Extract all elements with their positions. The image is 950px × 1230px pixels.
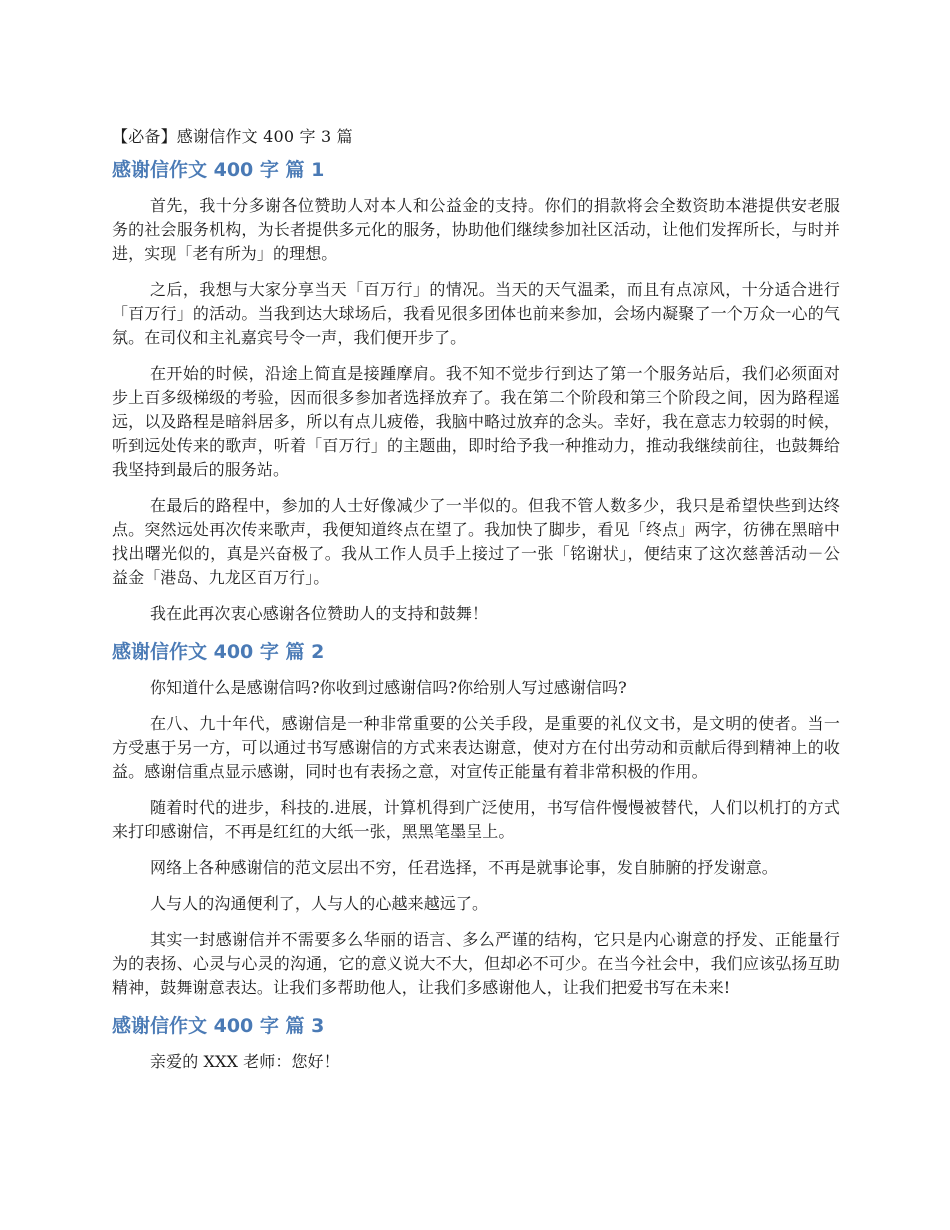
paragraph: 我在此再次衷心感谢各位赞助人的支持和鼓舞！ bbox=[150, 604, 489, 623]
paragraph: 在开始的时候，沿途上简直是接踵摩肩。我不知不觉步行到达了第一个服务站后，我们必须面对步上百多级梯级的考验，因而很多参加者选择放弃了。我在第二个阶段和第三个阶段之间，因为路程遥远，以及路程是暗斜居多，所以有点儿疲倦，我脑中略过放弃的念头。幸好，我在意志力较弱的时候，听到远处传来的歌声，听着「百万行」的主题曲，即时给予我一种推动力，推动我继续前往，也鼓舞给我坚持到最后的服务站。 bbox=[112, 364, 840, 479]
paragraph: 在最后的路程中，参加的人士好像减少了一半似的。但我不管人数多少，我只是希望快些到达终点。突然远处再次传来歌声，我便知道终点在望了。我加快了脚步，看见「终点」两字，彷彿在黑暗中找出曙光似的，真是兴奋极了。我从工作人员手上接过了一张「铭谢状」，便结束了这次慈善活动－公益金「港岛、九龙区百万行」。 bbox=[112, 496, 840, 587]
document-title: 【必备】感谢信作文 400 字 3 篇 bbox=[112, 127, 353, 146]
section-heading: 感谢信作文 400 字 篇 3 bbox=[112, 1015, 325, 1037]
section-heading: 感谢信作文 400 字 篇 1 bbox=[112, 159, 325, 181]
paragraph: 其实一封感谢信并不需要多么华丽的语言、多么严谨的结构，它只是内心谢意的抒发、正能量行为的表扬、心灵与心灵的沟通，它的意义说大不大，但却必不可少。在当今社会中，我们应该弘扬互助精神，鼓舞谢意表达。让我们多帮助他人，让我们多感谢他人，让我们把爱书写在未来! bbox=[112, 930, 840, 997]
section-1 bbox=[112, 156, 840, 626]
paragraph: 人与人的沟通便利了，人与人的心越来越远了。 bbox=[150, 894, 489, 913]
section-heading: 感谢信作文 400 字 篇 2 bbox=[112, 641, 325, 663]
paragraph: 在八、九十年代，感谢信是一种非常重要的公关手段，是重要的礼仪文书，是文明的使者。当一方受惠于另一方，可以通过书写感谢信的方式来表达谢意，使对方在付出劳动和贡献后得到精神上的收益。感谢信重点显示感谢，同时也有表扬之意，对宣传正能量有着非常积极的作用。 bbox=[112, 714, 840, 781]
paragraph: 首先，我十分多谢各位赞助人对本人和公益金的支持。你们的捐款将会全数资助本港提供安老服务的社会服务机构，为长者提供多元化的服务，协助他们继续参加社区活动，让他们发挥所长，与时并进，实现「老有所为」的理想。 bbox=[112, 196, 840, 263]
document-body bbox=[112, 124, 840, 1086]
section-3 bbox=[112, 1012, 840, 1074]
section-2 bbox=[112, 638, 840, 1000]
paragraph: 你知道什么是感谢信吗?你收到过感谢信吗?你给别人写过感谢信吗? bbox=[150, 678, 627, 697]
paragraph: 之后，我想与大家分享当天「百万行」的情况。当天的天气温柔，而且有点凉风，十分适合进行「百万行」的活动。当我到达大球场后，我看见很多团体也前来参加，会场内凝聚了一个万众一心的气氛。在司仪和主礼嘉宾号令一声，我们便开步了。 bbox=[112, 280, 840, 347]
paragraph: 网络上各种感谢信的范文层出不穷，任君选择，不再是就事论事，发自肺腑的抒发谢意。 bbox=[150, 858, 778, 877]
paragraph: 亲爱的 XXX 老师：您好！ bbox=[150, 1052, 340, 1071]
paragraph: 随着时代的进步，科技的.进展，计算机得到广泛使用，书写信件慢慢被替代，人们以机打的方式来打印感谢信，不再是红红的大纸一张，黑黑笔墨呈上。 bbox=[112, 798, 840, 841]
